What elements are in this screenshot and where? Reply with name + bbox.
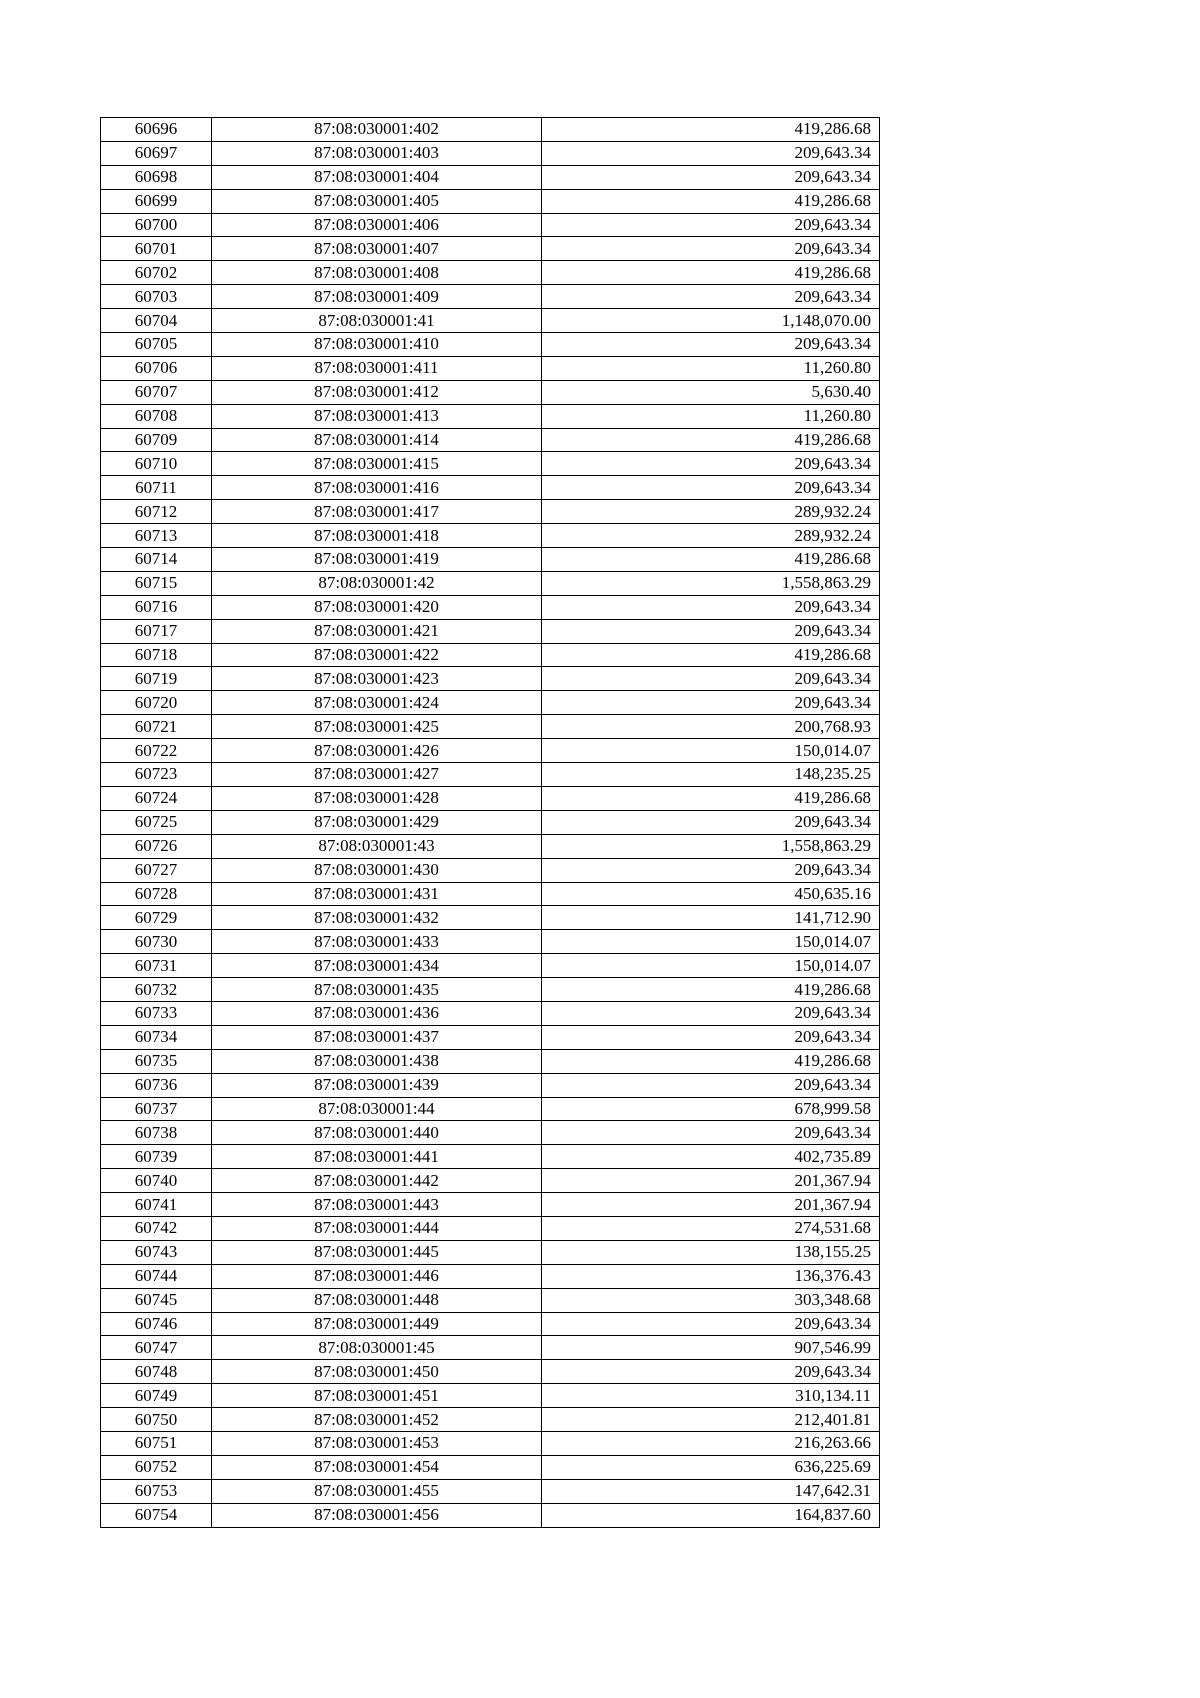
cadastral-value-cell: 402,735.89 [542,1145,880,1169]
cadastral-number-cell: 87:08:030001:422 [212,643,542,667]
cadastral-value-cell: 209,643.34 [542,858,880,882]
row-number-cell: 60718 [101,643,212,667]
cadastral-value-cell: 164,837.60 [542,1503,880,1527]
cadastral-value-cell: 150,014.07 [542,739,880,763]
cadastral-number-cell: 87:08:030001:43 [212,834,542,858]
cadastral-value-cell: 209,643.34 [542,595,880,619]
cadastral-number-cell: 87:08:030001:415 [212,452,542,476]
cadastral-number-cell: 87:08:030001:416 [212,476,542,500]
row-number-cell: 60754 [101,1503,212,1527]
cadastral-value-cell: 150,014.07 [542,954,880,978]
cadastral-number-cell: 87:08:030001:441 [212,1145,542,1169]
cadastral-value-cell: 209,643.34 [542,1360,880,1384]
row-number-cell: 60746 [101,1312,212,1336]
cadastral-number-cell: 87:08:030001:408 [212,261,542,285]
table-row [101,1121,880,1145]
cadastral-value-cell: 209,643.34 [542,1001,880,1025]
row-number-cell: 60722 [101,739,212,763]
table-row [101,1073,880,1097]
table-row [101,1025,880,1049]
cadastral-number-cell: 87:08:030001:402 [212,118,542,142]
cadastral-value-cell: 419,286.68 [542,428,880,452]
table-row [101,1097,880,1121]
cadastral-number-cell: 87:08:030001:446 [212,1264,542,1288]
cadastral-value-cell: 1,148,070.00 [542,309,880,333]
table-row [101,643,880,667]
cadastral-number-cell: 87:08:030001:430 [212,858,542,882]
cadastral-number-cell: 87:08:030001:424 [212,691,542,715]
cadastral-number-cell: 87:08:030001:456 [212,1503,542,1527]
row-number-cell: 60728 [101,882,212,906]
table-row [101,1288,880,1312]
row-number-cell: 60697 [101,141,212,165]
row-number-cell: 60736 [101,1073,212,1097]
table-row [101,1049,880,1073]
cadastral-number-cell: 87:08:030001:448 [212,1288,542,1312]
cadastral-value-cell: 289,932.24 [542,500,880,524]
cadastral-number-cell: 87:08:030001:426 [212,739,542,763]
table-row [101,1431,880,1455]
table-row [101,691,880,715]
cadastral-value-cell: 150,014.07 [542,930,880,954]
cadastral-value-cell: 209,643.34 [542,691,880,715]
cadastral-number-cell: 87:08:030001:417 [212,500,542,524]
table-row [101,1193,880,1217]
cadastral-number-cell: 87:08:030001:452 [212,1408,542,1432]
table-row [101,595,880,619]
cadastral-number-cell: 87:08:030001:434 [212,954,542,978]
table-row [101,404,880,428]
table-row [101,571,880,595]
cadastral-value-cell: 148,235.25 [542,763,880,787]
cadastral-value-cell: 907,546.99 [542,1336,880,1360]
cadastral-value-cell: 419,286.68 [542,548,880,572]
cadastral-number-cell: 87:08:030001:444 [212,1216,542,1240]
cadastral-value-cell: 450,635.16 [542,882,880,906]
table-row [101,1216,880,1240]
cadastral-number-cell: 87:08:030001:44 [212,1097,542,1121]
table-row [101,834,880,858]
row-number-cell: 60717 [101,619,212,643]
table-row [101,906,880,930]
cadastral-value-cell: 209,643.34 [542,476,880,500]
cadastral-value-cell: 201,367.94 [542,1169,880,1193]
table-row [101,1145,880,1169]
row-number-cell: 60713 [101,524,212,548]
cadastral-number-cell: 87:08:030001:455 [212,1479,542,1503]
cadastral-value-cell: 209,643.34 [542,619,880,643]
cadastral-value-cell: 678,999.58 [542,1097,880,1121]
row-number-cell: 60721 [101,715,212,739]
row-number-cell: 60715 [101,571,212,595]
table-row [101,333,880,357]
row-number-cell: 60705 [101,333,212,357]
table-row [101,1503,880,1527]
row-number-cell: 60731 [101,954,212,978]
table-row [101,1169,880,1193]
row-number-cell: 60730 [101,930,212,954]
row-number-cell: 60696 [101,118,212,142]
cadastral-number-cell: 87:08:030001:404 [212,165,542,189]
row-number-cell: 60727 [101,858,212,882]
cadastral-number-cell: 87:08:030001:411 [212,356,542,380]
table-row [101,882,880,906]
cadastral-value-cell: 209,643.34 [542,1073,880,1097]
row-number-cell: 60723 [101,763,212,787]
row-number-cell: 60698 [101,165,212,189]
row-number-cell: 60748 [101,1360,212,1384]
table-row [101,1479,880,1503]
table-row [101,1001,880,1025]
cadastral-value-cell: 209,643.34 [542,1312,880,1336]
row-number-cell: 60742 [101,1216,212,1240]
table-row [101,810,880,834]
table-row [101,978,880,1002]
row-number-cell: 60733 [101,1001,212,1025]
row-number-cell: 60702 [101,261,212,285]
row-number-cell: 60700 [101,213,212,237]
cadastral-value-cell: 138,155.25 [542,1240,880,1264]
cadastral-number-cell: 87:08:030001:427 [212,763,542,787]
cadastral-number-cell: 87:08:030001:420 [212,595,542,619]
cadastral-number-cell: 87:08:030001:42 [212,571,542,595]
table-row [101,1312,880,1336]
cadastral-value-cell: 209,643.34 [542,165,880,189]
cadastral-value-cell: 209,643.34 [542,141,880,165]
row-number-cell: 60743 [101,1240,212,1264]
table-row [101,715,880,739]
cadastral-number-cell: 87:08:030001:410 [212,333,542,357]
cadastral-number-cell: 87:08:030001:412 [212,380,542,404]
row-number-cell: 60699 [101,189,212,213]
cadastral-value-cell: 419,286.68 [542,786,880,810]
cadastral-number-cell: 87:08:030001:403 [212,141,542,165]
cadastral-number-cell: 87:08:030001:449 [212,1312,542,1336]
cadastral-number-cell: 87:08:030001:41 [212,309,542,333]
cadastral-number-cell: 87:08:030001:429 [212,810,542,834]
cadastral-value-cell: 147,642.31 [542,1479,880,1503]
row-number-cell: 60706 [101,356,212,380]
row-number-cell: 60716 [101,595,212,619]
cadastral-number-cell: 87:08:030001:439 [212,1073,542,1097]
cadastral-value-cell: 419,286.68 [542,643,880,667]
row-number-cell: 60707 [101,380,212,404]
table-row [101,619,880,643]
table-row [101,213,880,237]
table-row [101,1336,880,1360]
row-number-cell: 60750 [101,1408,212,1432]
table-row [101,739,880,763]
table-row [101,1360,880,1384]
row-number-cell: 60724 [101,786,212,810]
cadastral-value-cell: 209,643.34 [542,237,880,261]
row-number-cell: 60751 [101,1431,212,1455]
cadastral-number-cell: 87:08:030001:414 [212,428,542,452]
cadastral-value-cell: 11,260.80 [542,356,880,380]
table-row [101,380,880,404]
row-number-cell: 60726 [101,834,212,858]
table-row [101,667,880,691]
cadastral-value-cell: 1,558,863.29 [542,834,880,858]
cadastral-value-cell: 419,286.68 [542,118,880,142]
cadastral-number-cell: 87:08:030001:445 [212,1240,542,1264]
cadastral-value-cell: 289,932.24 [542,524,880,548]
row-number-cell: 60752 [101,1455,212,1479]
row-number-cell: 60738 [101,1121,212,1145]
cadastral-number-cell: 87:08:030001:423 [212,667,542,691]
row-number-cell: 60703 [101,285,212,309]
cadastral-value-cell: 209,643.34 [542,285,880,309]
cadastral-value-cell: 1,558,863.29 [542,571,880,595]
table-row [101,141,880,165]
table-row [101,285,880,309]
cadastral-value-cell: 5,630.40 [542,380,880,404]
cadastral-number-cell: 87:08:030001:45 [212,1336,542,1360]
cadastral-number-cell: 87:08:030001:425 [212,715,542,739]
cadastral-number-cell: 87:08:030001:442 [212,1169,542,1193]
row-number-cell: 60741 [101,1193,212,1217]
cadastral-value-cell: 209,643.34 [542,1121,880,1145]
table-row [101,1384,880,1408]
table-row [101,165,880,189]
row-number-cell: 60711 [101,476,212,500]
table-row [101,1455,880,1479]
cadastral-number-cell: 87:08:030001:413 [212,404,542,428]
table-row [101,786,880,810]
table-body [101,118,880,1528]
cadastral-value-cell: 11,260.80 [542,404,880,428]
cadastral-value-cell: 419,286.68 [542,189,880,213]
cadastral-value-cell: 310,134.11 [542,1384,880,1408]
table-row [101,524,880,548]
table-row [101,428,880,452]
cadastral-value-cell: 419,286.68 [542,978,880,1002]
table-row [101,1264,880,1288]
row-number-cell: 60710 [101,452,212,476]
cadastral-value-cell: 209,643.34 [542,452,880,476]
table-row [101,309,880,333]
cadastral-value-cell: 209,643.34 [542,333,880,357]
cadastral-value-table [100,117,880,1528]
cadastral-value-cell: 136,376.43 [542,1264,880,1288]
cadastral-number-cell: 87:08:030001:450 [212,1360,542,1384]
row-number-cell: 60737 [101,1097,212,1121]
cadastral-number-cell: 87:08:030001:440 [212,1121,542,1145]
cadastral-number-cell: 87:08:030001:431 [212,882,542,906]
row-number-cell: 60704 [101,309,212,333]
cadastral-number-cell: 87:08:030001:433 [212,930,542,954]
row-number-cell: 60708 [101,404,212,428]
row-number-cell: 60747 [101,1336,212,1360]
row-number-cell: 60740 [101,1169,212,1193]
row-number-cell: 60709 [101,428,212,452]
cadastral-number-cell: 87:08:030001:438 [212,1049,542,1073]
cadastral-value-cell: 209,643.34 [542,667,880,691]
cadastral-value-cell: 274,531.68 [542,1216,880,1240]
cadastral-value-cell: 636,225.69 [542,1455,880,1479]
row-number-cell: 60753 [101,1479,212,1503]
cadastral-number-cell: 87:08:030001:437 [212,1025,542,1049]
row-number-cell: 60719 [101,667,212,691]
cadastral-number-cell: 87:08:030001:453 [212,1431,542,1455]
cadastral-value-cell: 419,286.68 [542,261,880,285]
table-row [101,1408,880,1432]
cadastral-value-cell: 141,712.90 [542,906,880,930]
cadastral-value-cell: 209,643.34 [542,1025,880,1049]
table-row [101,1240,880,1264]
row-number-cell: 60734 [101,1025,212,1049]
cadastral-number-cell: 87:08:030001:435 [212,978,542,1002]
table-row [101,858,880,882]
cadastral-value-cell: 200,768.93 [542,715,880,739]
table-row [101,930,880,954]
cadastral-number-cell: 87:08:030001:406 [212,213,542,237]
table-row [101,548,880,572]
cadastral-number-cell: 87:08:030001:418 [212,524,542,548]
cadastral-number-cell: 87:08:030001:421 [212,619,542,643]
row-number-cell: 60744 [101,1264,212,1288]
cadastral-value-cell: 216,263.66 [542,1431,880,1455]
cadastral-number-cell: 87:08:030001:409 [212,285,542,309]
table-row [101,954,880,978]
table-row [101,237,880,261]
cadastral-number-cell: 87:08:030001:405 [212,189,542,213]
table-row [101,500,880,524]
row-number-cell: 60735 [101,1049,212,1073]
table-row [101,452,880,476]
row-number-cell: 60701 [101,237,212,261]
table-row [101,118,880,142]
cadastral-number-cell: 87:08:030001:432 [212,906,542,930]
row-number-cell: 60712 [101,500,212,524]
row-number-cell: 60720 [101,691,212,715]
row-number-cell: 60714 [101,548,212,572]
row-number-cell: 60729 [101,906,212,930]
cadastral-value-cell: 209,643.34 [542,810,880,834]
cadastral-value-cell: 212,401.81 [542,1408,880,1432]
cadastral-number-cell: 87:08:030001:436 [212,1001,542,1025]
table-row [101,189,880,213]
cadastral-number-cell: 87:08:030001:443 [212,1193,542,1217]
table-row [101,261,880,285]
row-number-cell: 60749 [101,1384,212,1408]
row-number-cell: 60725 [101,810,212,834]
row-number-cell: 60739 [101,1145,212,1169]
cadastral-value-cell: 419,286.68 [542,1049,880,1073]
cadastral-value-cell: 209,643.34 [542,213,880,237]
table-row [101,763,880,787]
cadastral-value-cell: 303,348.68 [542,1288,880,1312]
row-number-cell: 60732 [101,978,212,1002]
cadastral-number-cell: 87:08:030001:451 [212,1384,542,1408]
row-number-cell: 60745 [101,1288,212,1312]
cadastral-number-cell: 87:08:030001:428 [212,786,542,810]
table-row [101,476,880,500]
table-row [101,356,880,380]
cadastral-number-cell: 87:08:030001:407 [212,237,542,261]
cadastral-value-cell: 201,367.94 [542,1193,880,1217]
cadastral-number-cell: 87:08:030001:454 [212,1455,542,1479]
cadastral-number-cell: 87:08:030001:419 [212,548,542,572]
